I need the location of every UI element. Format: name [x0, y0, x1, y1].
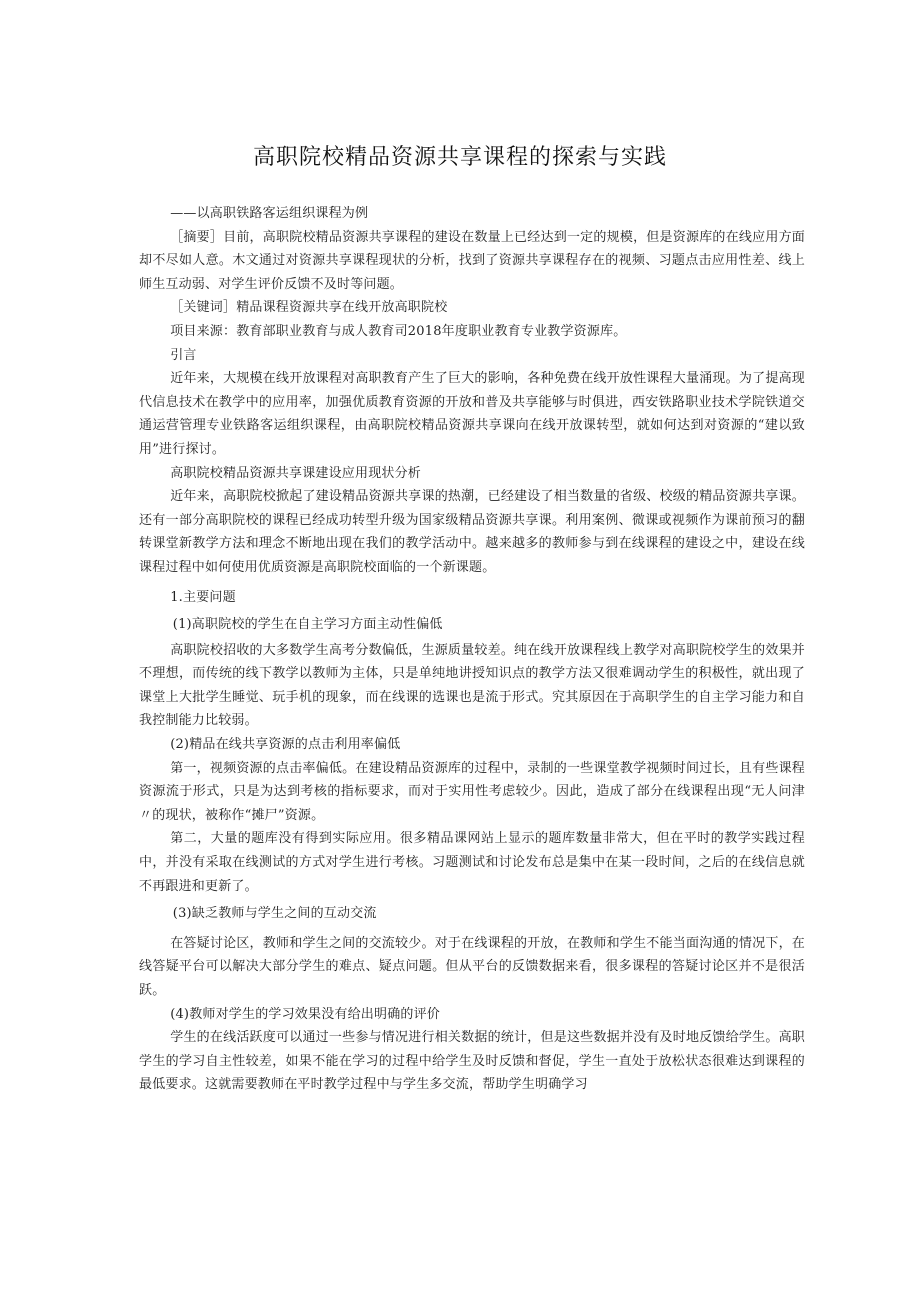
- keywords: ［关键词］精品课程资源共享在线开放高职院校: [170, 300, 448, 316]
- paragraph-4: 学生的在线活跃度可以通过一些参与情况进行相关数据的统计，但是这些数据并没有及时地反馈给学生。高职学生的学习自主性较差，如果不能在学习的过程中给学生及时反馈和督促，学生一直处于放松状态很难达到课程的最低要求。这就需要教师在平时教学过程中与学生多交流，帮助学生明确学习: [139, 1030, 805, 1093]
- paragraph-1: 高职院校招收的大多数学生高考分数偏低，生源质量较差。纯在线开放课程线上教学对高职院校学生的效果并不理想，而传统的线下教学以教师为主体，只是单纯地讲授知识点的教学方法又很难调动学生的积极性，就出现了课堂上大批学生睡觉、玩手机的现象，而在线课的选课也是流于形式。究其原因在于高职学生的自主学习能力和自我控制能力比较弱。: [139, 642, 805, 729]
- paragraph-3: 在答疑讨论区，教师和学生之间的交流较少。对于在线课程的开放，在教师和学生不能当面沟通的情况下，在线答疑平台可以解决大部分学生的难点、疑点问题。但从平台的反馈数据来看，很多课程的答疑讨论区并不是很活跃。: [139, 935, 805, 998]
- intro-paragraph: 近年来，大规模在线开放课程对高职教育产生了巨大的影响，各种免费在线开放性课程大量涌现。为了提高现代信息技术在教学中的应用率，加强优质教育资源的开放和普及共享能够与时俱进，西安铁路职业技术学院铁道交通运营管理专业铁路客运组织课程，由高职院校精品资源共享课向在线开放课转型，就如何达到对资源的“建以致用”进行探讨。: [139, 371, 805, 457]
- subheading-3: (3)缺乏教师与学生之间的互动交流: [172, 906, 377, 922]
- status-paragraph: 近年来，高职院校掀起了建设精品资源共享课的热潮，已经建设了相当数量的省级、校级的精品资源共享课。还有一部分高职院校的课程已经成功转型升级为国家级精品资源共享课。利用案例、微课或视频作为课前预习的翻转课堂新教学方法和理念不断地出现在我们的教学活动中。越来越多的教师参与到在线课程的建设之中，建设在线课程过程中如何使用优质资源是高职院校面临的一个新课题。: [139, 489, 805, 575]
- section-heading-status: 高职院校精品资源共享课建设应用现状分析: [170, 465, 421, 481]
- section-heading-intro: 引言: [170, 347, 197, 363]
- document-title: 高职院校精品资源共享课程的探索与实践: [252, 145, 667, 170]
- subheading-1: (1)高职院校的学生在自主学习方面主动性偏低: [172, 617, 443, 633]
- subheading-4: (4)教师对学生的学习效果没有给出明确的评价: [170, 1006, 441, 1022]
- abstract: ［摘要］目前，高职院校精品资源共享课程的建设在数量上已经达到一定的规模，但是资源库的在线应用方面却不尽如人意。木文通过对资源共享课程现状的分析，找到了资源共享课程存在的视频、习题点击应用性差、线上师生互动弱、对学生评价反馈不及时等问题。: [139, 229, 805, 292]
- document-body: [139, 202, 805, 1097]
- section-heading-problems: 1.主要问题: [170, 589, 236, 605]
- project-source: 项目来源：教育部职业教育与成人教育司2018年度职业教育专业教学资源库。: [170, 323, 627, 339]
- subheading-2: (2)精品在线共享资源的点击利用率偏低: [170, 737, 401, 753]
- paragraph-2a: 第一，视频资源的点击率偏低。在建设精品资源库的过程中，录制的一些课堂教学视频时间过长，且有些课程资源流于形式，只是为达到考核的指标要求，而对于实用性考虑较少。因此，造成了部分在线课程出现“无人问津〃的现状，被称作“摊尸”资源。: [139, 760, 805, 823]
- paragraph-2b: 第二，大量的题库没有得到实际应用。很多精品课网站上显示的题库数量非常大，但在平时的教学实践过程中，并没有采取在线测试的方式对学生进行考核。习题测试和讨论发布总是集中在某一段时间，之后的在线信息就不再跟进和更新了。: [139, 831, 805, 894]
- subtitle: ——以高职铁路客运组织课程为例: [170, 206, 369, 221]
